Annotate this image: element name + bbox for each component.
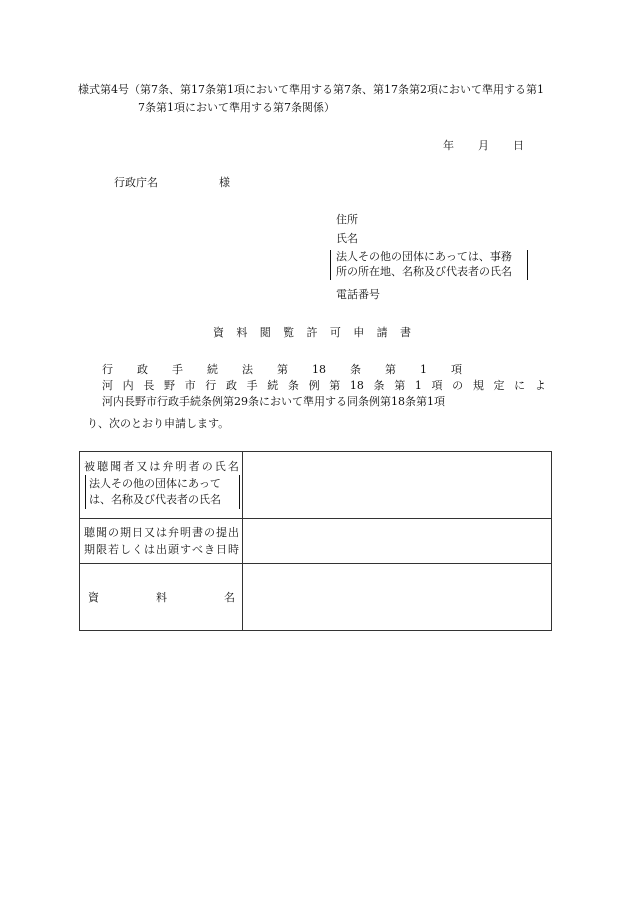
- label-char: 聞: [96, 526, 107, 539]
- label-char: し: [120, 543, 131, 556]
- body-token: よ: [534, 379, 546, 392]
- label-char: の: [204, 526, 215, 539]
- corporation-note-line2: 所の所在地、名称及び代表者の氏名: [336, 265, 512, 278]
- body-token: 河: [102, 379, 113, 392]
- body-token: 1: [414, 379, 422, 392]
- label-char: 聴: [97, 460, 109, 473]
- label-char: 聴: [84, 526, 95, 539]
- body-token: 野: [163, 379, 175, 392]
- body-token: の: [452, 379, 464, 392]
- label-char: 明: [175, 460, 187, 473]
- body-token: 市: [184, 379, 196, 392]
- body-token: 第: [385, 363, 396, 376]
- body-token: 手: [246, 379, 258, 392]
- label-char: は: [156, 526, 167, 539]
- label-char: 弁: [168, 526, 179, 539]
- label-char: 弁: [162, 460, 174, 473]
- label-char: 期: [84, 543, 95, 556]
- label-char: 若: [108, 543, 119, 556]
- label-document-name-text: [88, 591, 235, 604]
- title-char: 申: [353, 326, 365, 339]
- body-token: 政: [137, 363, 148, 376]
- body-line1: [102, 363, 462, 376]
- label-char: の: [108, 526, 119, 539]
- label-char: 名: [227, 460, 239, 473]
- label-hearing-person: [80, 452, 243, 518]
- body-token: 規: [472, 379, 484, 392]
- applicant-address-label: 住所: [336, 213, 358, 226]
- date-year: 年: [443, 139, 454, 152]
- body-token: 行: [102, 363, 113, 376]
- label-char: 日: [132, 526, 143, 539]
- applicant-phone-label: 電話番号: [336, 288, 380, 301]
- body-token: 条: [287, 379, 299, 392]
- value-hearing-date[interactable]: [243, 519, 551, 563]
- label-document-name: [80, 564, 243, 630]
- label-char: 限: [96, 543, 107, 556]
- agency-name-label: 行政庁名: [114, 176, 158, 189]
- corporation-note-line1: 法人その他の団体にあっては、事務: [336, 250, 512, 263]
- table-note-line1: 法人その他の団体にあって: [89, 477, 221, 490]
- label-char: 提: [216, 526, 227, 539]
- body-token: 続: [207, 363, 218, 376]
- body-token: 内: [122, 379, 134, 392]
- body-token: 項: [451, 363, 462, 376]
- applicant-name-label: 氏名: [336, 232, 358, 245]
- label-char: 者: [188, 460, 200, 473]
- value-document-name[interactable]: [243, 564, 551, 630]
- title-char: 可: [329, 326, 341, 339]
- title-char: 料: [236, 326, 248, 339]
- body-line2: [102, 379, 546, 392]
- label-char: 資: [88, 591, 99, 604]
- body-token: 18: [312, 363, 326, 376]
- body-token: 条: [373, 379, 385, 392]
- table-row-hearing-date: [80, 519, 551, 564]
- form-number-line1: 様式第4号（第7条、第17条第1項において準用する第7条、第17条第2項において準用する第1: [78, 83, 544, 96]
- form-number-line2: 7条第1項において準用する第7条関係）: [138, 101, 335, 114]
- table-note-line2: は、名称及び代表者の氏名: [89, 493, 221, 506]
- label-char: 又: [144, 526, 155, 539]
- title-char: 覧: [283, 326, 295, 339]
- body-line4: り、次のとおり申請します。: [87, 417, 230, 430]
- label-char: 明: [180, 526, 191, 539]
- body-token: 第: [277, 363, 288, 376]
- corporation-note-bracket: [330, 250, 528, 280]
- body-token: 第: [394, 379, 406, 392]
- document-title: [213, 326, 411, 339]
- label-char: 被: [84, 460, 95, 473]
- label-char: く: [132, 543, 143, 556]
- body-token: 政: [225, 379, 237, 392]
- body-token: 条: [350, 363, 361, 376]
- label-hearing-date: [80, 519, 243, 563]
- corporation-note-bracket-table: [85, 475, 240, 509]
- label-char: の: [201, 460, 213, 473]
- label-char: 氏: [214, 460, 226, 473]
- title-char: 資: [213, 326, 224, 339]
- label-char: 者: [123, 460, 135, 473]
- label-char: 又: [136, 460, 148, 473]
- title-char: 書: [400, 326, 411, 339]
- label-char: 料: [156, 591, 167, 604]
- label-char: 名: [224, 591, 235, 604]
- label-char: 日: [216, 543, 227, 556]
- body-token: 定: [493, 379, 505, 392]
- title-char: 閲: [259, 326, 271, 339]
- label-char: 出: [228, 526, 239, 539]
- application-table: [79, 451, 552, 631]
- body-token: 例: [308, 379, 320, 392]
- table-row-document-name: [80, 564, 551, 630]
- label-char: き: [204, 543, 215, 556]
- label-char: は: [144, 543, 155, 556]
- body-token: 法: [242, 363, 253, 376]
- label-char: 頭: [168, 543, 179, 556]
- body-token: 手: [172, 363, 183, 376]
- table-row-hearing-person: [80, 452, 551, 519]
- body-token: 1: [420, 363, 427, 376]
- title-char: 許: [306, 326, 318, 339]
- label-char: 書: [192, 526, 203, 539]
- label-char: 出: [156, 543, 167, 556]
- body-token: 第: [329, 379, 341, 392]
- body-token: 行: [205, 379, 217, 392]
- honorific: 様: [219, 176, 230, 189]
- title-char: 請: [376, 326, 388, 339]
- label-hearing-date-line2: [84, 543, 239, 556]
- date-day: 日: [513, 139, 524, 152]
- body-token: 続: [267, 379, 279, 392]
- label-char: 時: [228, 543, 239, 556]
- body-token: 長: [143, 379, 155, 392]
- body-token: 項: [431, 379, 443, 392]
- body-line3: 河内長野市行政手続条例第29条において準用する同条例第18条第1項: [102, 395, 445, 408]
- value-hearing-person[interactable]: [243, 452, 551, 518]
- body-token: 18: [349, 379, 364, 392]
- label-char: は: [149, 460, 161, 473]
- label-hearing-person-text: [84, 460, 239, 473]
- label-char: 期: [120, 526, 131, 539]
- label-char: 聞: [110, 460, 122, 473]
- label-hearing-date-line1: [84, 526, 239, 539]
- body-token: に: [514, 379, 526, 392]
- label-char: す: [180, 543, 191, 556]
- date-month: 月: [478, 139, 489, 152]
- label-char: べ: [192, 543, 203, 556]
